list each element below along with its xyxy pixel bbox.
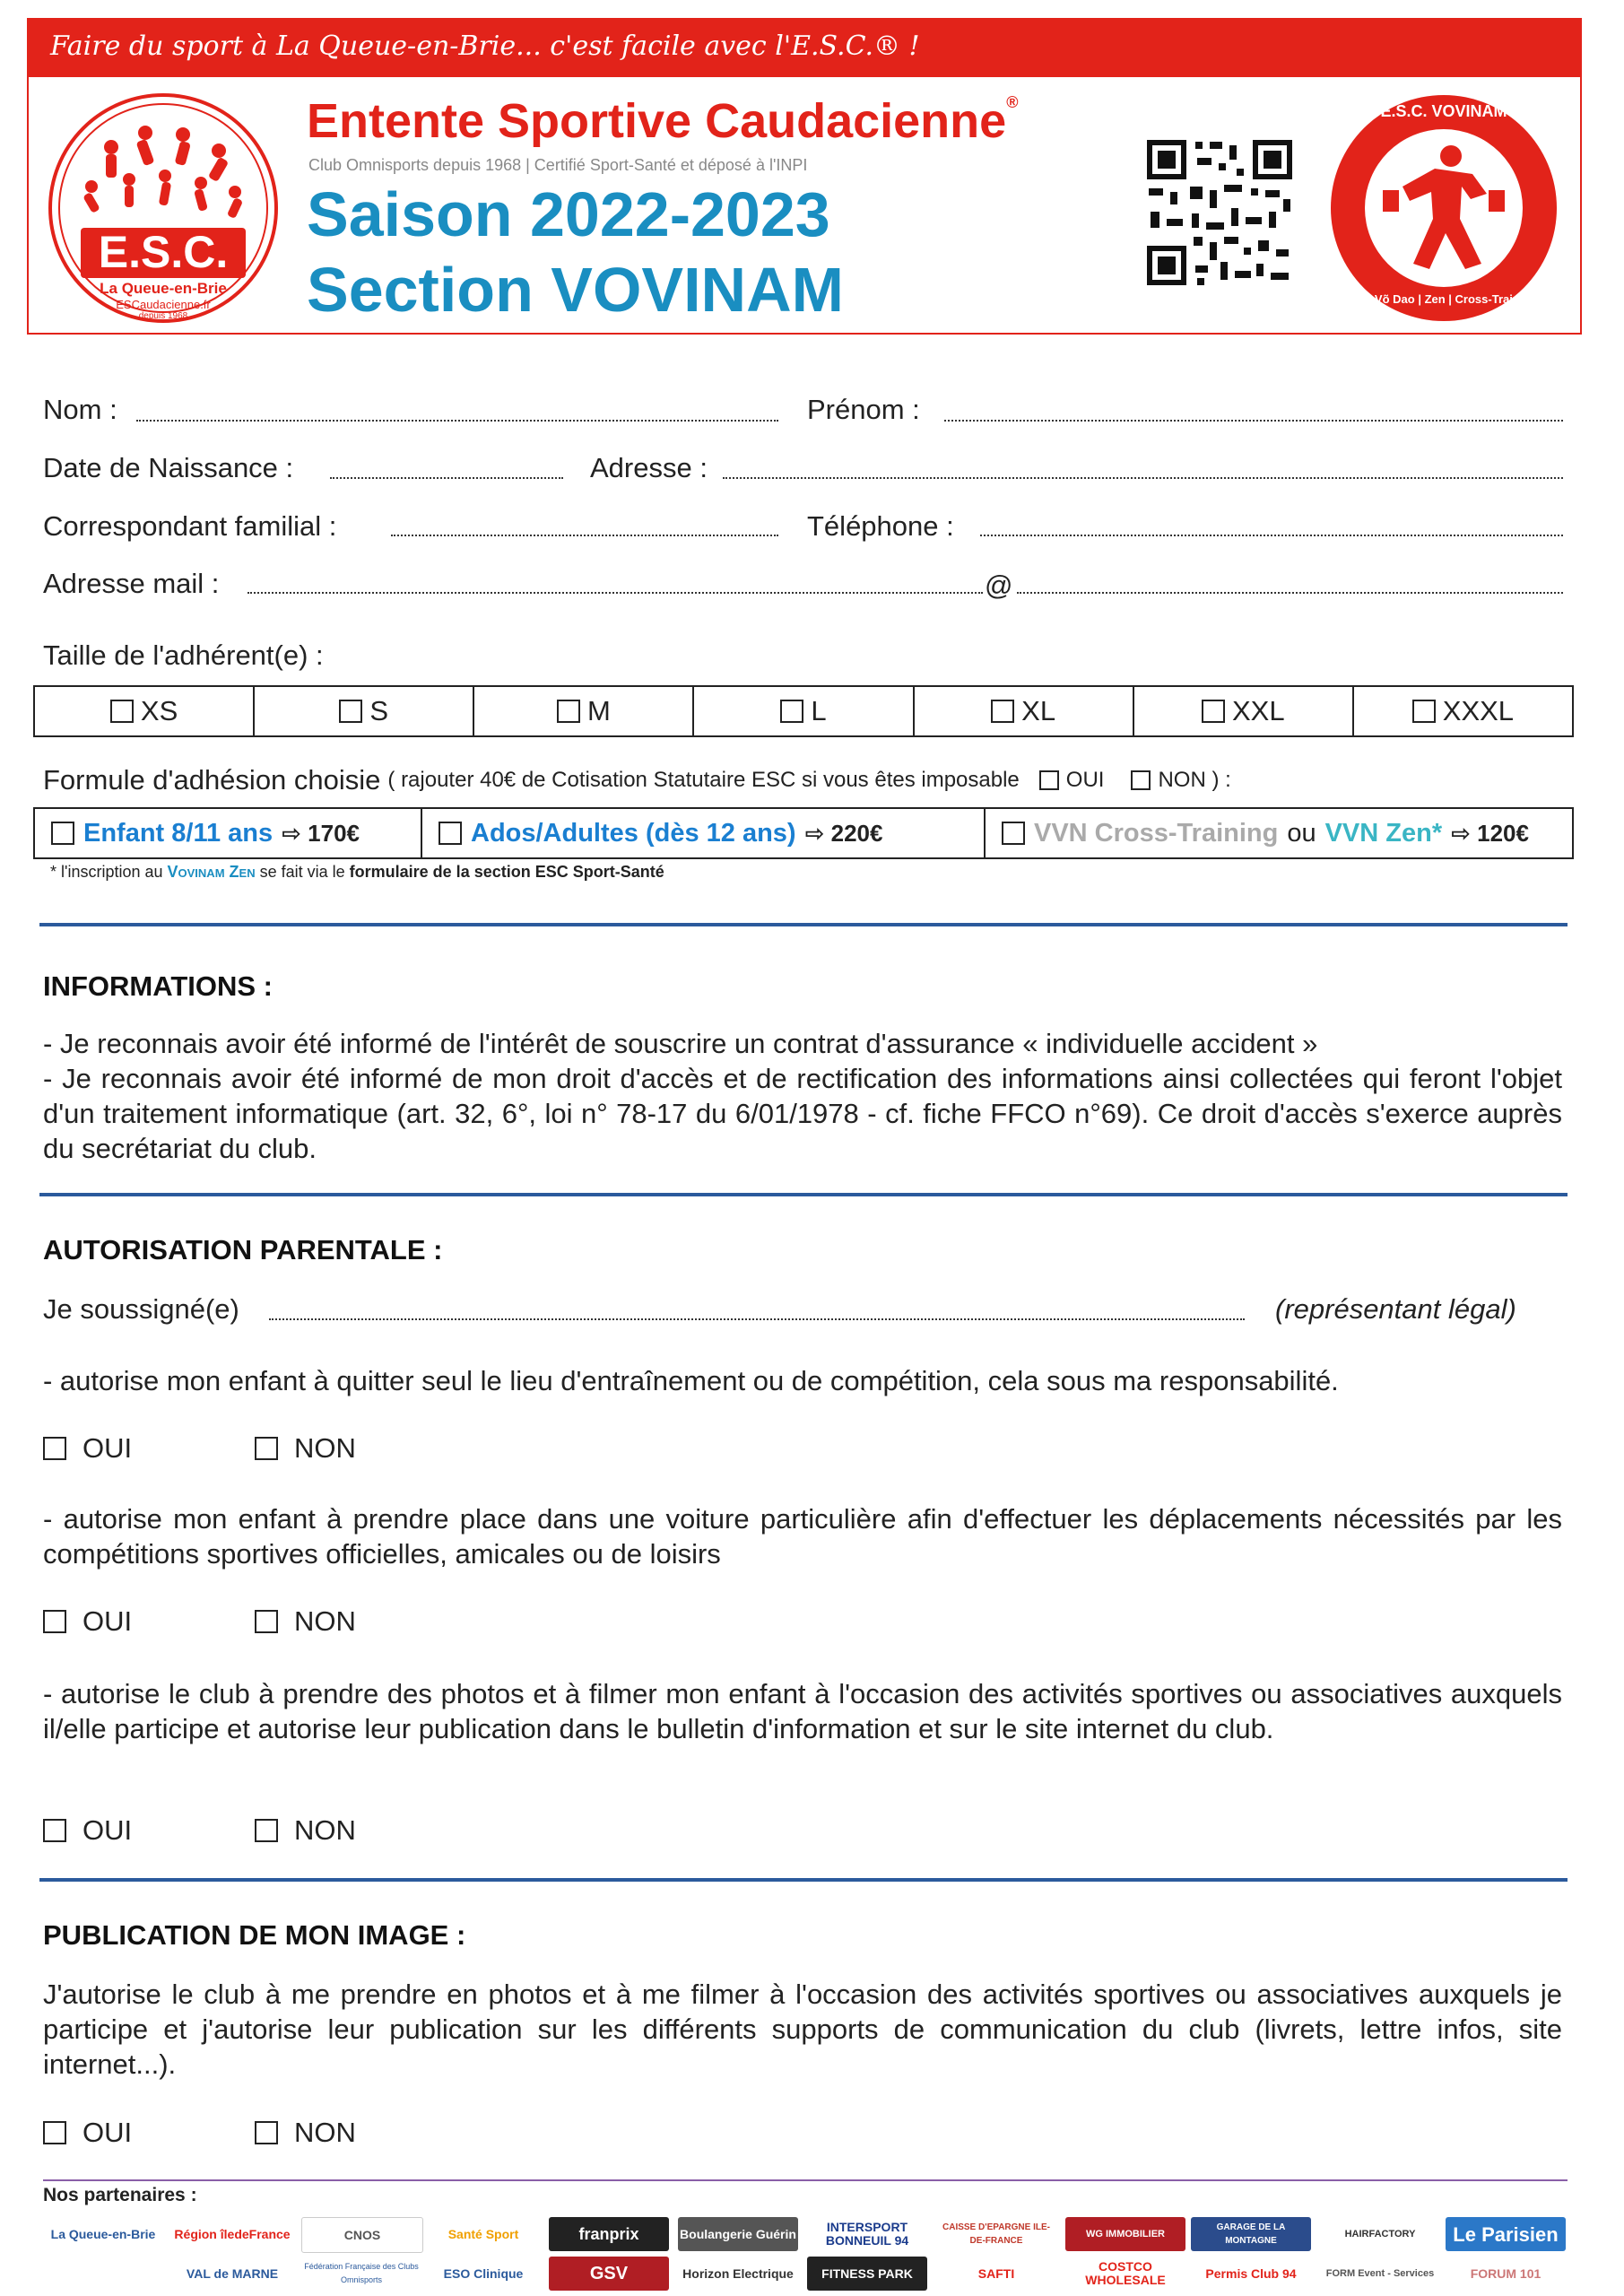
checkbox[interactable]	[557, 700, 580, 723]
partner-logo-horizon: Horizon Electrique	[682, 2266, 794, 2281]
autorisation-q3: - autorise le club à prendre des photos et à filmer mon enfant à l'occasion des activités sportives ou associatives auxquels il/elle participe et autorise leur publication dans le bulletin d'information et sur le site internet du club.	[43, 1678, 1562, 1744]
esc-logo	[48, 93, 278, 323]
size-label: XS	[140, 695, 178, 726]
checkbox[interactable]	[991, 700, 1014, 723]
club-name: Entente Sportive Caudacienne®	[307, 93, 1019, 148]
formule-label: Formule d'adhésion choisie	[43, 764, 381, 796]
partner-logo-cnos: CNOS	[301, 2217, 423, 2253]
partner-logo-fitness-park: FITNESS PARK	[807, 2257, 927, 2291]
checkbox[interactable]	[255, 1437, 278, 1460]
imposable-oui-checkbox[interactable]	[1039, 770, 1059, 790]
footnote-b: Vovinam Zen	[167, 863, 256, 881]
checkbox[interactable]	[1202, 700, 1225, 723]
partner-logo-region: Région îledeFrance	[174, 2226, 291, 2241]
telephone-field[interactable]	[980, 535, 1563, 536]
header-banner	[27, 18, 1582, 335]
telephone-label: Téléphone :	[807, 510, 954, 542]
footnote-c: se fait via le	[259, 863, 345, 881]
oui-label: OUI	[83, 2117, 133, 2148]
non-label: NON	[294, 2117, 356, 2148]
imposable-non-checkbox[interactable]	[1131, 770, 1151, 790]
checkbox[interactable]	[339, 700, 362, 723]
size-label: L	[811, 695, 827, 726]
formula-vvn-price: ⇨ 120€	[1451, 819, 1529, 847]
vovinam-logo	[1329, 93, 1559, 323]
section-divider	[39, 1193, 1568, 1196]
formule-line	[43, 764, 1231, 796]
correspondant-field[interactable]	[391, 535, 778, 536]
checkbox[interactable]	[43, 1819, 66, 1842]
email-label: Adresse mail :	[43, 568, 220, 599]
section-title: Section VOVINAM	[307, 255, 844, 325]
formula-vvn-zen: VVN Zen*	[1324, 818, 1443, 848]
checkbox[interactable]	[439, 822, 462, 845]
partner-logo-sante-sport: Santé Sport	[447, 2226, 519, 2241]
prenom-label: Prénom :	[807, 394, 920, 425]
non-label: NON	[294, 1432, 356, 1464]
autorisation-title: AUTORISATION PARENTALE :	[43, 1234, 443, 1265]
footnote-a: * l'inscription au	[50, 863, 163, 881]
checkbox[interactable]	[255, 2121, 278, 2144]
correspondant-label: Correspondant familial :	[43, 510, 337, 542]
partners-title: Nos partenaires :	[43, 2185, 197, 2205]
nom-field[interactable]	[136, 420, 778, 422]
email-field-user[interactable]	[248, 592, 983, 594]
esc-logo-town: La Queue-en-Brie	[100, 280, 227, 297]
formula-enfant[interactable]	[35, 809, 422, 857]
size-label: S	[369, 695, 389, 726]
publication-oui-option[interactable]	[43, 2117, 132, 2149]
autorisation-q1: - autorise mon enfant à quitter seul le lieu d'entraînement ou de compétition, cela sous ma responsabilité.	[43, 1365, 1339, 1396]
q3-oui-option[interactable]	[43, 1814, 132, 1847]
checkbox[interactable]	[780, 700, 803, 723]
informations-line1: - Je reconnais avoir été informé de l'intérêt de souscrire un contrat d'assurance « individuelle accident »	[43, 1028, 1318, 1059]
oui-label: OUI	[83, 1432, 133, 1464]
partner-logo-form-event: FORM Event - Services	[1325, 2267, 1435, 2279]
q2-oui-option[interactable]	[43, 1605, 132, 1638]
size-label: XXL	[1231, 695, 1285, 726]
checkbox[interactable]	[51, 822, 74, 845]
esc-logo-site: ESCaudacienne.fr	[116, 298, 211, 311]
partner-logo-forum: FORUM 101	[1470, 2266, 1541, 2281]
informations-title: INFORMATIONS :	[43, 970, 274, 1002]
tagline-bar	[29, 20, 1580, 77]
checkbox[interactable]	[255, 1819, 278, 1842]
section-divider	[39, 1878, 1568, 1882]
representant-legal: (représentant légal)	[1275, 1293, 1516, 1325]
partner-logo-ffco: Fédération Française des Clubs Omnisports	[304, 2262, 419, 2284]
partner-logo-permis-club: Permis Club 94	[1205, 2266, 1297, 2281]
partner-logo-garage: GARAGE DE LA MONTAGNE	[1191, 2217, 1311, 2251]
soussigne-label: Je soussigné(e)	[43, 1293, 239, 1325]
size-option-m[interactable]	[474, 687, 694, 735]
esc-logo-initials: E.S.C.	[98, 227, 229, 277]
formula-table	[33, 807, 1574, 859]
partner-logo-wg-immobilier: WG IMMOBILIER	[1065, 2217, 1185, 2251]
adresse-field[interactable]	[723, 477, 1563, 479]
partner-logo-safti: SAFTI	[977, 2266, 1015, 2281]
publication-text: J'autorise le club à me prendre en photos et à me filmer à l'occasion des activités sportives ou associatives auxquels je participe et j'autorise leur publication sur les différents supports de communication du club (livrets, lettre infos, site internet...).	[43, 1979, 1562, 2080]
q1-non-option[interactable]	[255, 1432, 356, 1465]
checkbox[interactable]	[1002, 822, 1025, 845]
formula-ados-label: Ados/Adultes (dès 12 ans)	[471, 818, 796, 848]
q3-non-option[interactable]	[255, 1814, 356, 1847]
partner-logo-blank	[43, 2257, 163, 2291]
prenom-field[interactable]	[944, 420, 1563, 422]
partner-logo-eso: ESO Clinique	[443, 2266, 524, 2281]
partner-logo-caisse-epargne: CAISSE D'EPARGNE ILE-DE-FRANCE	[942, 2222, 1050, 2246]
section-divider	[39, 923, 1568, 926]
oui-label: OUI	[83, 1605, 133, 1637]
vovinam-logo-bottom: Viêt Võ Dao | Zen | Cross-Training	[1350, 292, 1538, 306]
size-table	[33, 685, 1574, 737]
season-title: Saison 2022-2023	[307, 179, 830, 249]
taille-label: Taille de l'adhérent(e) :	[43, 639, 324, 671]
email-field-domain[interactable]	[1017, 592, 1563, 594]
checkbox[interactable]	[255, 1610, 278, 1633]
formula-vvn[interactable]	[986, 809, 1572, 857]
checkbox[interactable]	[43, 1610, 66, 1633]
partner-logo-franprix: franprix	[549, 2217, 669, 2251]
partner-logo-gsv: GSV	[549, 2257, 669, 2291]
soussigne-field[interactable]	[269, 1318, 1245, 1320]
oui-label: OUI	[83, 1814, 133, 1846]
partners-divider	[43, 2179, 1568, 2181]
partner-logo-le-parisien: Le Parisien	[1446, 2217, 1566, 2251]
checkbox[interactable]	[43, 2121, 66, 2144]
date-naissance-label: Date de Naissance :	[43, 452, 294, 483]
esc-logo-since: depuis 1968	[138, 311, 188, 321]
partner-logo-intersport: INTERSPORT BONNEUIL 94	[825, 2220, 909, 2248]
size-option-xs[interactable]	[35, 687, 255, 735]
adresse-label: Adresse :	[590, 452, 708, 483]
imposable-oui-label: OUI	[1065, 768, 1105, 792]
partner-logo-guerin: Boulangerie Guérin	[678, 2217, 798, 2251]
date-naissance-field[interactable]	[330, 477, 563, 479]
club-subtitle: Club Omnisports depuis 1968 | Certifié Sport-Santé et déposé à l'INPI	[308, 156, 808, 174]
checkbox[interactable]	[43, 1437, 66, 1460]
q1-oui-option[interactable]	[43, 1432, 132, 1465]
partner-logo-laqueue: La Queue-en-Brie	[50, 2226, 156, 2241]
size-label: XXXL	[1442, 695, 1515, 726]
formula-ados-price: ⇨ 220€	[804, 819, 883, 847]
size-option-xxl[interactable]	[1134, 687, 1354, 735]
formula-vvn-cross: VVN Cross-Training	[1034, 818, 1279, 848]
qr-code-icon	[1143, 136, 1296, 289]
checkbox[interactable]	[1412, 700, 1436, 723]
checkbox[interactable]	[110, 700, 134, 723]
footnote	[50, 863, 664, 882]
email-at: @	[985, 570, 1013, 601]
size-option-xxxl[interactable]	[1354, 687, 1572, 735]
size-option-xl[interactable]	[915, 687, 1134, 735]
size-label: M	[586, 695, 611, 726]
non-label: NON	[294, 1605, 356, 1637]
size-option-s[interactable]	[255, 687, 474, 735]
size-option-l[interactable]	[694, 687, 914, 735]
partner-logo-hairfactory: HAIRFACTORY	[1344, 2228, 1416, 2239]
non-label: NON	[294, 1814, 356, 1846]
informations-line2: - Je reconnais avoir été informé de mon droit d'accès et de rectification des informations ainsi collectées qui feront l'objet d'un traitement informatique (art. 32, 6°, loi n° 78-17 du 6/01/1978 - cf. fiche FFCO n°69). Ce droit d'accès s'exerce auprès du secrétariat du club.	[43, 1063, 1562, 1164]
vovinam-logo-top: E.S.C. VOVINAM	[1380, 102, 1507, 120]
partner-logo-costco: COSTCO WHOLESALE	[1085, 2259, 1166, 2287]
publication-non-option[interactable]	[255, 2117, 356, 2149]
formula-ados[interactable]	[422, 809, 986, 857]
formula-enfant-label: Enfant 8/11 ans	[83, 818, 274, 848]
tagline: Faire du sport à La Queue-en-Brie... c'est facile avec l'E.S.C.® !	[50, 30, 920, 62]
autorisation-q2: - autorise mon enfant à prendre place dans une voiture particulière afin d'effectuer les déplacements nécessités par les compétitions sportives officielles, amicales ou de loisirs	[43, 1503, 1562, 1570]
footnote-d: formulaire de la section ESC Sport-Santé	[349, 863, 664, 881]
formula-vvn-ou: ou	[1287, 818, 1316, 848]
publication-title: PUBLICATION DE MON IMAGE :	[43, 1919, 466, 1951]
imposable-non-label: NON ) :	[1158, 768, 1231, 792]
formula-enfant-price: ⇨ 170€	[282, 819, 360, 847]
q2-non-option[interactable]	[255, 1605, 356, 1638]
nom-label: Nom :	[43, 394, 117, 425]
size-label: XL	[1021, 695, 1056, 726]
partner-logo-val-de-marne: VAL de MARNE	[186, 2266, 279, 2281]
formule-note: ( rajouter 40€ de Cotisation Statutaire ESC si vous êtes imposable	[387, 768, 1020, 792]
